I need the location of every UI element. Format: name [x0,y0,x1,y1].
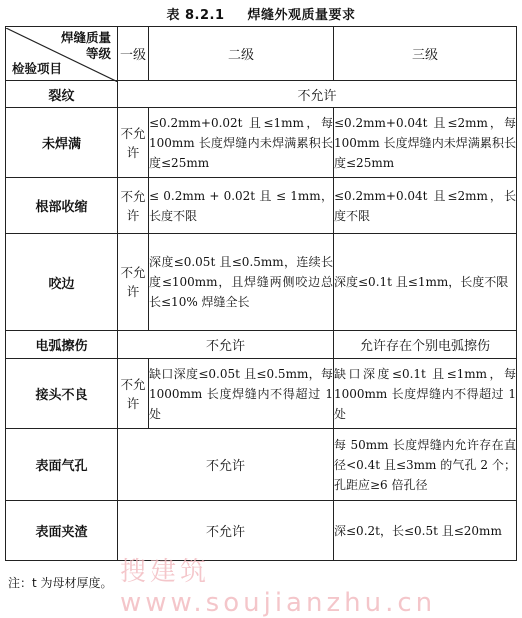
table-row [6,331,517,359]
table-row [6,81,517,108]
table-row [6,178,517,234]
requirement-level2: ≤ 0.2mm + 0.02t 且 ≤ 1mm，长度不限 [149,178,334,234]
requirement-level1: 不允许 [118,359,149,429]
requirement-level2: 缺口深度≤0.05t 且≤0.5mm，每 1000mm 长度焊缝内不得超过 1 处 [149,359,334,429]
header-level2: 二级 [149,27,334,81]
requirement-level1: 不允许 [118,108,149,178]
item-name: 裂纹 [6,81,118,108]
table-row [6,108,517,178]
table-note: 注：t 为母材厚度。 [8,576,113,590]
requirement-level2: ≤0.2mm+0.02t 且≤1mm，每 100mm 长度焊缝内未焊满累积长度≤25mm [149,108,334,178]
header-row [6,27,517,81]
requirement-level1-2: 不允许 [118,429,334,501]
weld-appearance-table [5,26,517,561]
item-name: 电弧擦伤 [6,331,118,359]
item-name: 未焊满 [6,108,118,178]
item-name: 咬边 [6,234,118,331]
header-level1: 一级 [118,27,149,81]
requirement-level3: ≤0.2mm+0.04t 且≤2mm，长度不限 [334,178,517,234]
requirement-level3: 深≤0.2t，长≤0.5t 且≤20mm [334,501,517,561]
requirement-level3: 每 50mm 长度焊缝内允许存在直径<0.4t 且≤3mm 的气孔 2 个；孔距应≥6 倍孔径 [334,429,517,501]
requirement-level3: ≤0.2mm+0.04t 且≤2mm，每 100mm 长度焊缝内未焊满累积长度≤25mm [334,108,517,178]
table-title: 焊缝外观质量要求 [247,8,356,23]
header-quality-level: 焊缝质量 等级 [60,29,111,61]
requirement-level2: 深度≤0.05t 且≤0.5mm，连续长度≤100mm，且焊缝两侧咬边总长≤10% 焊缝全长 [149,234,334,331]
header-level3: 三级 [334,27,517,81]
requirement-level3: 深度≤0.1t 且≤1mm，长度不限 [334,234,517,331]
item-name: 表面夹渣 [6,501,118,561]
item-name: 根部收缩 [6,178,118,234]
requirement-level3: 缺口深度≤0.1t 且≤1mm，每 1000mm 长度焊缝内不得超过 1 处 [334,359,517,429]
item-name: 表面气孔 [6,429,118,501]
requirement-all: 不允许 [118,81,517,108]
requirement-level1-2: 不允许 [118,501,334,561]
table-row [6,234,517,331]
requirement-level1: 不允许 [118,234,149,331]
table-caption [0,4,522,23]
table-number: 表 8.2.1 [166,8,225,23]
table-row [6,359,517,429]
requirement-level1: 不允许 [118,178,149,234]
table-row [6,429,517,501]
watermark: 搜建筑 www.soujianzhu.cn [120,557,437,618]
requirement-level3: 允许存在个别电弧擦伤 [334,331,517,359]
header-inspection-item: 检验项目 [12,60,63,76]
requirement-level1-2: 不允许 [118,331,334,359]
item-name: 接头不良 [6,359,118,429]
diagonal-header-cell [6,27,118,81]
